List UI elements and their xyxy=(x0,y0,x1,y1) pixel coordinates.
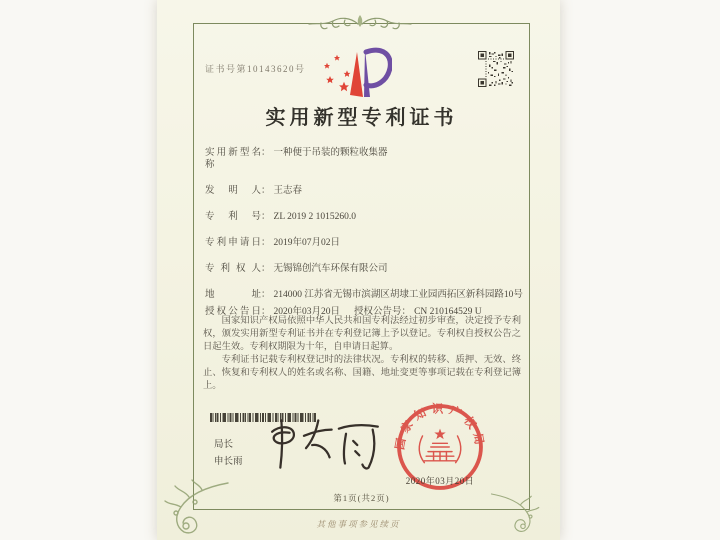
field-value: 王志春 xyxy=(273,186,303,196)
field-row-filing-date: 专利申请日 ： 2019年07月02日 xyxy=(205,237,523,249)
legal-text-block xyxy=(203,315,521,393)
field-label: 实用新型名称 xyxy=(205,148,261,170)
seal-date: 2020年03月20日 xyxy=(405,476,475,486)
grant-row: 授权公告日 ： 2020年03月20日 授权公告号 ： CN 210164529 U xyxy=(205,307,482,317)
grant-date-label: 授权公告日 xyxy=(205,307,261,317)
field-label: 专利申请日 xyxy=(205,238,261,248)
fields-block xyxy=(205,147,523,332)
field-label: 专利权人 xyxy=(205,264,261,274)
page-indicator: 第1页(共2页) xyxy=(333,493,390,503)
field-label: 专利号 xyxy=(205,212,261,222)
field-row-inventor: 发明人 ： 王志春 xyxy=(205,185,523,197)
director-block xyxy=(214,437,243,471)
patent-office-logo-icon xyxy=(320,45,392,103)
top-flourish-ornament-icon xyxy=(305,11,415,37)
director-name: 申长雨 xyxy=(214,457,243,467)
signature-icon xyxy=(267,416,385,470)
field-value: 2019年07月02日 xyxy=(273,238,341,248)
qr-code xyxy=(478,51,514,87)
grant-no-label: 授权公告号 xyxy=(354,307,402,317)
field-value: 无锡锦创汽车环保有限公司 xyxy=(273,264,388,274)
footer-note: 其他事项参见续页 xyxy=(316,519,401,529)
field-row-patentee: 专利权人 ： 无锡锦创汽车环保有限公司 xyxy=(205,263,523,275)
field-label: 发明人 xyxy=(205,186,261,196)
field-label: 地址 xyxy=(205,290,261,300)
grant-no: CN 210164529 U xyxy=(414,307,482,317)
grant-date: 2020年03月20日 xyxy=(273,307,341,317)
certificate-paper xyxy=(157,0,560,540)
paragraph: 国家知识产权局依照中华人民共和国专利法经过初步审查，决定授予专利权，颁发实用新型专利证书并在专利登记簿上予以登记。专利权自授权公告之日起生效。专利权期限为十年，自申请日起算。 xyxy=(203,316,521,352)
certificate-title: 实用新型专利证书 xyxy=(265,107,458,129)
seal-arc-text: 国家知识产权局 xyxy=(394,403,486,451)
field-row-address: 地址 ： 214000 江苏省无锡市滨湖区胡埭工业园西拓区新科园路10号 xyxy=(205,290,523,300)
field-value: 214000 江苏省无锡市滨湖区胡埭工业园西拓区新科园路10号 xyxy=(273,290,523,300)
field-value: ZL 2019 2 1015260.0 xyxy=(273,212,357,222)
paragraph: 专利证书记载专利权登记时的法律状况。专利权的转移、质押、无效、终止、恢复和专利权人的姓名或名称、国籍、地址变更等事项记载在专利登记簿上。 xyxy=(203,355,521,391)
field-row-name: 实用新型名称 ： 一种便于吊装的颗粒收集器 xyxy=(205,147,523,171)
certificate-number: 证书号第10143620号 xyxy=(205,64,306,74)
field-row-patent-no: 专利号 ： ZL 2019 2 1015260.0 xyxy=(205,211,523,223)
director-title: 局长 xyxy=(214,440,234,450)
field-value: 一种便于吊装的颗粒收集器 xyxy=(273,148,388,158)
